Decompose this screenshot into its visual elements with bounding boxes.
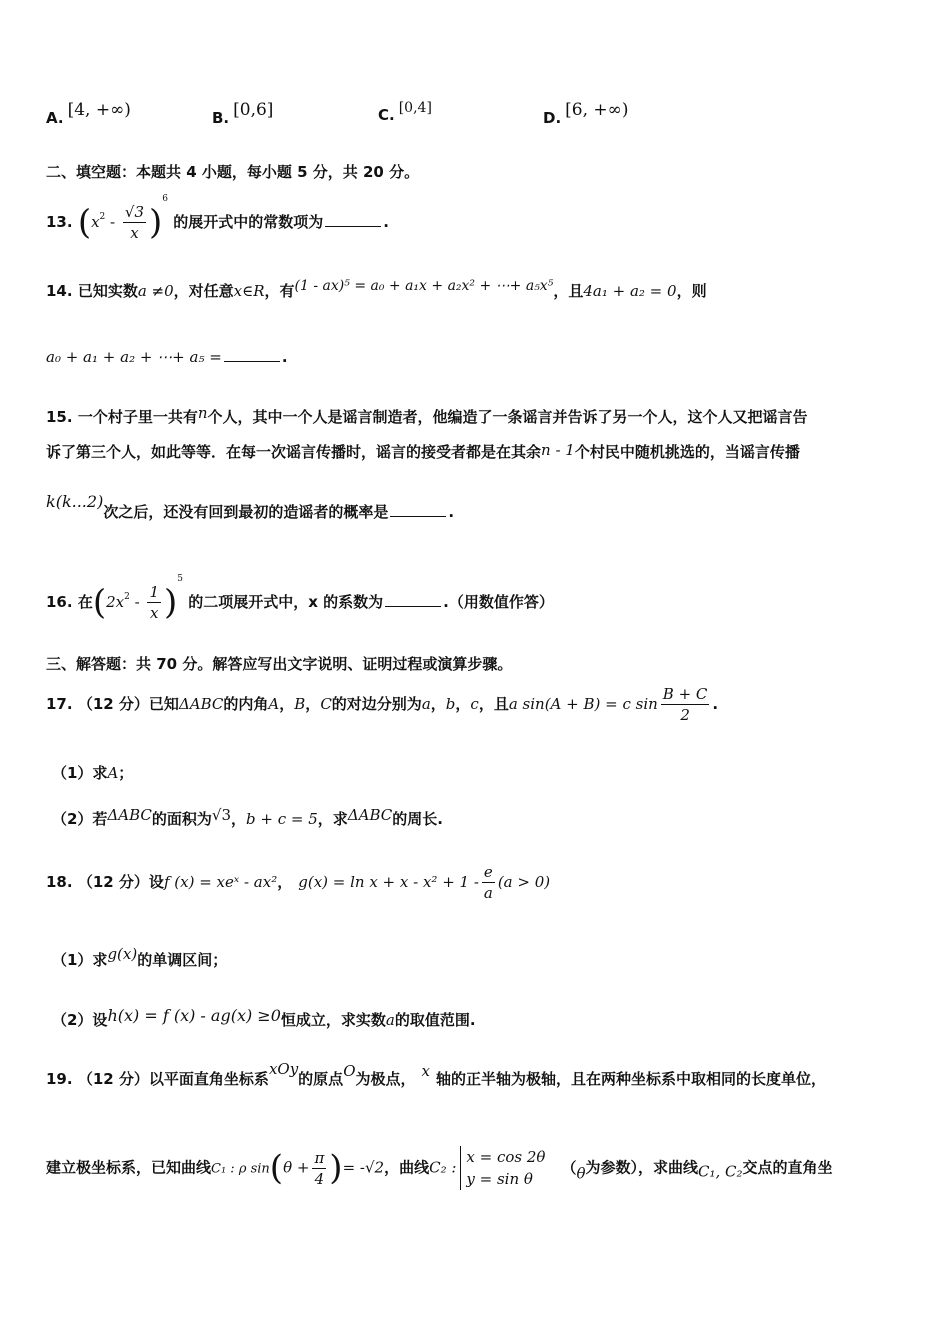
q17-m2: a sin(A + B) = c sin: [508, 695, 658, 713]
q19-m8: θ: [576, 1164, 586, 1183]
q15-m2: n - 1: [541, 441, 575, 459]
option-a-value: [4, +∞): [67, 100, 131, 120]
q19-m4: C₁ : ρ sin: [211, 1161, 270, 1177]
q19-t9: 交点的直角坐: [742, 1158, 833, 1177]
q19-m9: C₁, C₂: [698, 1162, 743, 1181]
q16-t2: 的二项展开式中，x 的系数为: [188, 593, 384, 611]
q17-t1: 已知: [148, 695, 179, 713]
q17-t4: ，且: [478, 695, 509, 713]
q17-C: C: [320, 695, 332, 713]
q17-p2-t2: ，: [231, 810, 247, 828]
q18-m1: f (x) = xeˣ - ax²: [163, 873, 278, 891]
q17-p1-end: ；: [118, 764, 134, 782]
q14-end: .: [281, 348, 288, 366]
q19-t5: 建立极坐标系，已知曲线: [46, 1158, 212, 1177]
q13-right-paren: ): [149, 202, 163, 243]
q19-t8: 为参数），求曲线: [585, 1158, 699, 1177]
q16-fraction: [147, 582, 161, 623]
option-c-value: [0,4]: [398, 100, 432, 116]
q19-m3: x: [421, 1062, 430, 1080]
q18-fraction: [482, 862, 495, 903]
q15-line1a: 一个村子里一共有: [77, 408, 198, 426]
option-d-label: D.: [543, 109, 562, 127]
q17-fraction: [661, 684, 710, 725]
q14-m1: a ≠0: [137, 282, 174, 300]
q14-m5: a₀ + a₁ + a₂ + ⋯+ a₅ =: [46, 348, 222, 366]
q18-p2-label: （2）设: [52, 1011, 108, 1029]
q17-p2-m4: ΔABC: [347, 806, 393, 824]
q13-number: 13.: [46, 213, 73, 231]
q15-end: .: [448, 503, 455, 521]
q17-b: b: [445, 695, 456, 713]
option-d-value: [6, +∞): [565, 100, 629, 120]
question-15-line2: [46, 441, 800, 462]
q15-line3: 次之后，还没有回到最初的造谣者的概率是: [103, 503, 389, 521]
section3-heading: 三、解答题：共 70 分。解答应写出文字说明、证明过程或演算步骤。: [46, 655, 513, 673]
q16-base: 2x: [106, 593, 125, 611]
q17-c: c: [470, 695, 479, 713]
question-17-part1: [52, 762, 133, 783]
q19-left-paren: (: [269, 1148, 284, 1188]
q15-line1b: 个人，其中一个人是谣言制造者，他编造了一条谣言并告诉了另一个人，这个人又把谣言告: [207, 408, 808, 426]
q19-m7: C₂ :: [429, 1158, 457, 1177]
q16-t1: 在: [77, 593, 93, 611]
q14-m2: x∈R: [233, 282, 265, 300]
q13-answer-blank[interactable]: [325, 213, 381, 227]
question-17: 17. （12 分）已知ΔABC的内角A，B，C的对边分别为a，b，c，且a sin(A + B) = c sin $\frac{B + C}{2}$ .: [46, 685, 719, 724]
q15-answer-blank[interactable]: [390, 503, 446, 517]
q18-p1-text: 的单调区间；: [137, 951, 228, 969]
q14-number: 14.: [46, 282, 73, 300]
q19-frac-den: 4: [314, 1169, 325, 1188]
section2-heading: 二、填空题：本题共 4 小题，每小题 5 分，共 20 分。: [46, 163, 420, 181]
q14-t4: ，且: [553, 282, 584, 300]
option-a-label: A.: [46, 109, 64, 127]
q16-minus: -: [129, 593, 145, 611]
q17-p2-label: （2）若: [52, 810, 108, 828]
q17-p2-m3: b + c = 5: [246, 810, 318, 828]
option-c: [378, 100, 432, 124]
q18-p2-text: 恒成立，求实数: [280, 1011, 386, 1029]
q19-t3: 为极点，: [355, 1070, 416, 1088]
q18-p1-m: g(x): [107, 945, 138, 963]
question-18: [46, 862, 550, 903]
q13-base: x: [91, 213, 100, 231]
q18-frac-den: a: [483, 884, 493, 902]
q17-a: a: [421, 695, 431, 713]
question-15-line3: [46, 492, 454, 522]
q15-line2b: 个村民中随机挑选的，当谣言传播: [574, 443, 800, 461]
question-19-line1: [46, 1060, 826, 1089]
q19-fraction: [312, 1148, 326, 1189]
q13-frac-den: x: [130, 224, 139, 242]
q19-m1: xOy: [268, 1060, 299, 1078]
question-13: [46, 194, 389, 243]
q14-m3: (1 - ax)⁵ = a₀ + a₁x + a₂x² + ⋯+ a₅x⁵: [294, 278, 554, 294]
q19-score: （12 分）: [77, 1070, 149, 1088]
q19-t6: ，曲线: [384, 1158, 430, 1177]
q15-m1: n: [197, 404, 208, 422]
question-19-line2: [46, 1146, 833, 1190]
q17-t3: 的对边分别为: [331, 695, 422, 713]
option-b-label: B.: [212, 109, 230, 127]
q13-end: .: [383, 213, 389, 231]
q18-p2-m: h(x) = f (x) - ag(x) ≥0: [107, 1006, 281, 1025]
question-17-part2: [52, 806, 443, 829]
question-18-part1: [52, 945, 227, 970]
question-15-line1: [46, 404, 808, 427]
option-b: [212, 100, 273, 127]
q17-p2-m1: ΔABC: [107, 806, 152, 824]
q19-t4: 轴的正半轴为极轴，且在两种坐标系中取相同的长度单位，: [435, 1070, 826, 1088]
option-d: [543, 100, 628, 127]
q14-t3: ，有: [264, 282, 295, 300]
q17-score: （12 分）: [77, 695, 149, 713]
q13-fraction: [123, 202, 146, 243]
q18-p2-text2: 的取值范围.: [394, 1011, 476, 1029]
q17-frac-num: B + C: [662, 685, 708, 703]
q17-t2: 的内角: [223, 695, 269, 713]
q13-exp: 6: [162, 194, 168, 204]
q16-frac-den: x: [149, 604, 159, 622]
q13-text: 的展开式中的常数项为: [173, 213, 324, 231]
q13-base-exp: 2: [99, 212, 106, 222]
q17-p1-label: （1）求: [52, 764, 108, 782]
q19-m2: O: [343, 1062, 356, 1080]
q18-t2: ，: [277, 873, 293, 891]
q16-frac-num: 1: [149, 583, 159, 601]
q19-m5: θ +: [283, 1158, 310, 1177]
q16-base-exp: 2: [124, 592, 130, 602]
q19-m6: = -√2: [342, 1158, 385, 1177]
q14-t1: 已知实数: [77, 282, 138, 300]
q19-frac-num: π: [314, 1148, 325, 1167]
q19-t1: 以平面直角坐标系: [148, 1070, 269, 1088]
q19-t7: （: [561, 1158, 577, 1177]
q19-right-paren: ): [329, 1148, 343, 1188]
q19-sys1: x = cos 2θ: [466, 1148, 546, 1166]
q19-t2: 的原点: [298, 1070, 344, 1088]
q13-minus: -: [105, 213, 120, 231]
q16-right-paren: ): [164, 582, 178, 623]
q18-score: （12 分）: [77, 873, 149, 891]
q19-system: [460, 1146, 545, 1190]
option-b-value: [0,6]: [233, 100, 274, 120]
q16-exp: 5: [177, 574, 183, 584]
q17-end: .: [712, 695, 719, 713]
q17-p2-t3: ，求: [317, 810, 348, 828]
q16-answer-blank[interactable]: [385, 593, 441, 607]
q13-left-paren: (: [77, 202, 92, 243]
q18-number: 18.: [46, 873, 73, 891]
q17-B: B: [294, 695, 306, 713]
question-16: [46, 574, 554, 623]
q17-p2-t1: 的面积为: [151, 810, 212, 828]
q17-number: 17.: [46, 695, 73, 713]
q17-p2-t4: 的周长.: [392, 810, 443, 828]
q18-m3: (a > 0): [497, 873, 551, 891]
q15-m3: k(k...2): [46, 492, 104, 511]
q15-number: 15.: [46, 408, 73, 426]
q19-number: 19.: [46, 1070, 73, 1088]
q18-frac-num: e: [483, 863, 493, 881]
q13-frac-num: √3: [124, 203, 144, 221]
q17-m1: ΔABC: [178, 695, 224, 713]
q17-p2-m2: √3: [211, 806, 232, 824]
question-18-part2: [52, 1006, 476, 1030]
option-a: [46, 100, 131, 127]
question-14-line2: [46, 348, 288, 366]
q17-p1-m: A: [107, 764, 119, 782]
q15-line2a: 诉了第三个人，如此等等．在每一次谣言传播时，谣言的接受者都是在其余: [46, 443, 542, 461]
q18-p2-m2: a: [385, 1011, 395, 1029]
q17-A: A: [268, 695, 280, 713]
q19-sys2: y = sin θ: [466, 1170, 533, 1188]
q14-t5: ，则: [676, 282, 707, 300]
q17-frac-den: 2: [680, 706, 690, 724]
q14-t2: ，对任意: [173, 282, 234, 300]
q14-answer-blank[interactable]: [224, 348, 280, 362]
q16-number: 16.: [46, 593, 73, 611]
q18-t1: 设: [148, 873, 164, 891]
q18-m2: g(x) = ln x + x - x² + 1 -: [298, 873, 479, 891]
q16-t3: .（用数值作答）: [443, 593, 554, 611]
q16-left-paren: (: [92, 582, 107, 623]
question-14: [46, 278, 707, 301]
option-c-label: C.: [378, 106, 395, 124]
q14-m4: 4a₁ + a₂ = 0: [583, 282, 677, 300]
q18-p1-label: （1）求: [52, 951, 108, 969]
